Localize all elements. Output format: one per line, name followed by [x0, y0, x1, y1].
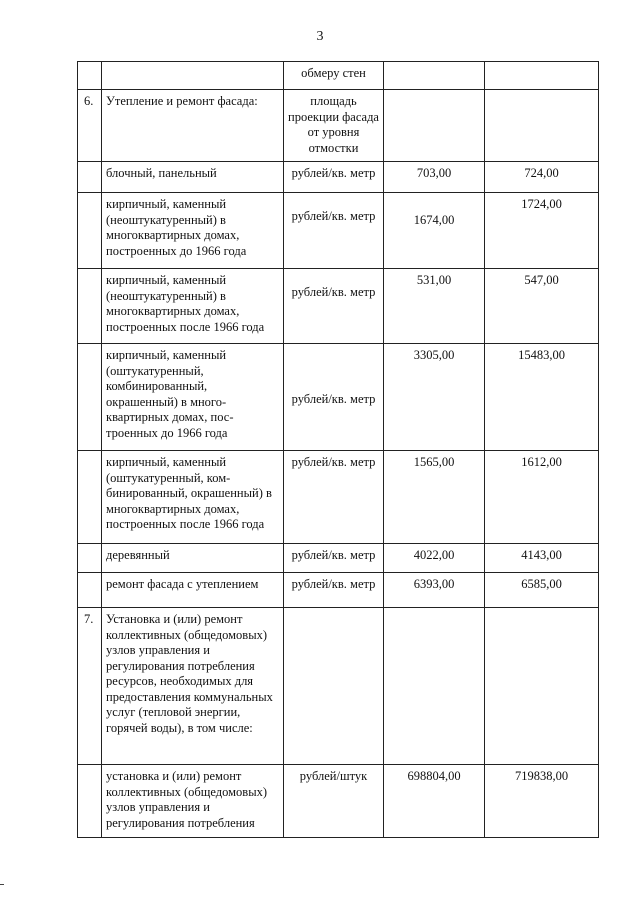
tariff-table — [77, 61, 599, 838]
unit-cell — [284, 608, 384, 765]
unit-cell: рублей/кв. метр — [284, 269, 384, 344]
scan-mark — [0, 884, 4, 885]
unit-cell: рублей/кв. метр — [284, 573, 384, 608]
value-cell: 531,00 — [384, 269, 485, 344]
row-number: 6. — [78, 90, 102, 162]
table-row — [78, 451, 599, 544]
value-cell: 4143,00 — [485, 544, 599, 573]
table-row — [78, 269, 599, 344]
value-cell: 6393,00 — [384, 573, 485, 608]
row-number — [78, 451, 102, 544]
table-row — [78, 344, 599, 451]
table-row — [78, 608, 599, 765]
unit-cell: рублей/кв. метр — [284, 544, 384, 573]
value-cell: 724,00 — [485, 162, 599, 193]
table-row — [78, 765, 599, 838]
work-name — [102, 62, 284, 90]
value-cell: 1612,00 — [485, 451, 599, 544]
row-number — [78, 544, 102, 573]
work-name: Установка и (или) ремонт коллективных (общедомовых) узлов управления и регулирования потребления ресурсов, необходимых для предоставления коммунальных услуг (тепловой энергии, горячей воды), в том числе: — [102, 608, 284, 765]
value-cell: 3305,00 — [384, 344, 485, 451]
value-cell: 1565,00 — [384, 451, 485, 544]
unit-cell: обмеру стен — [284, 62, 384, 90]
work-name: кирпичный, каменный (неоштукатуренный) в многоквартирных домах, построенных после 1966 года — [102, 269, 284, 344]
value-cell: 547,00 — [485, 269, 599, 344]
row-number — [78, 162, 102, 193]
value-cell — [485, 62, 599, 90]
value-cell: 6585,00 — [485, 573, 599, 608]
work-name: установка и (или) ремонт коллективных (общедомовых) узлов управления и регулирования потребления — [102, 765, 284, 838]
row-number — [78, 269, 102, 344]
value-cell: 1674,00 — [384, 193, 485, 269]
work-name: кирпичный, каменный (неоштукатуренный) в многоквартирных домах, построенных до 1966 года — [102, 193, 284, 269]
unit-cell: рублей/кв. метр — [284, 344, 384, 451]
table-row — [78, 62, 599, 90]
table-row — [78, 573, 599, 608]
unit-cell: площадь проекции фасада от уровня отмостки — [284, 90, 384, 162]
unit-cell: рублей/кв. метр — [284, 193, 384, 269]
row-number — [78, 193, 102, 269]
value-cell — [384, 608, 485, 765]
value-cell: 15483,00 — [485, 344, 599, 451]
work-name: ремонт фасада с утеплением — [102, 573, 284, 608]
work-name: деревянный — [102, 544, 284, 573]
unit-cell: рублей/штук — [284, 765, 384, 838]
work-name: кирпичный, каменный (оштукатуренный, ком-бинированный, окрашенный) в многоквартирных домах, построенных после 1966 года — [102, 451, 284, 544]
value-cell: 703,00 — [384, 162, 485, 193]
table-row — [78, 193, 599, 269]
value-cell: 4022,00 — [384, 544, 485, 573]
unit-cell: рублей/кв. метр — [284, 451, 384, 544]
work-name: Утепление и ремонт фасада: — [102, 90, 284, 162]
work-name: блочный, панельный — [102, 162, 284, 193]
value-cell — [485, 90, 599, 162]
table-row — [78, 90, 599, 162]
value-cell — [384, 62, 485, 90]
table-row — [78, 162, 599, 193]
row-number — [78, 573, 102, 608]
row-number — [78, 344, 102, 451]
work-name: кирпичный, каменный (оштукатуренный, комбинированный, окрашенный) в много-квартирных домах, пос-троенных до 1966 года — [102, 344, 284, 451]
value-cell: 1724,00 — [485, 193, 599, 269]
value-cell — [485, 608, 599, 765]
page-number: 3 — [316, 29, 324, 44]
row-number — [78, 62, 102, 90]
value-cell: 719838,00 — [485, 765, 599, 838]
row-number: 7. — [78, 608, 102, 765]
table-row — [78, 544, 599, 573]
value-cell: 698804,00 — [384, 765, 485, 838]
unit-cell: рублей/кв. метр — [284, 162, 384, 193]
row-number — [78, 765, 102, 838]
value-cell — [384, 90, 485, 162]
